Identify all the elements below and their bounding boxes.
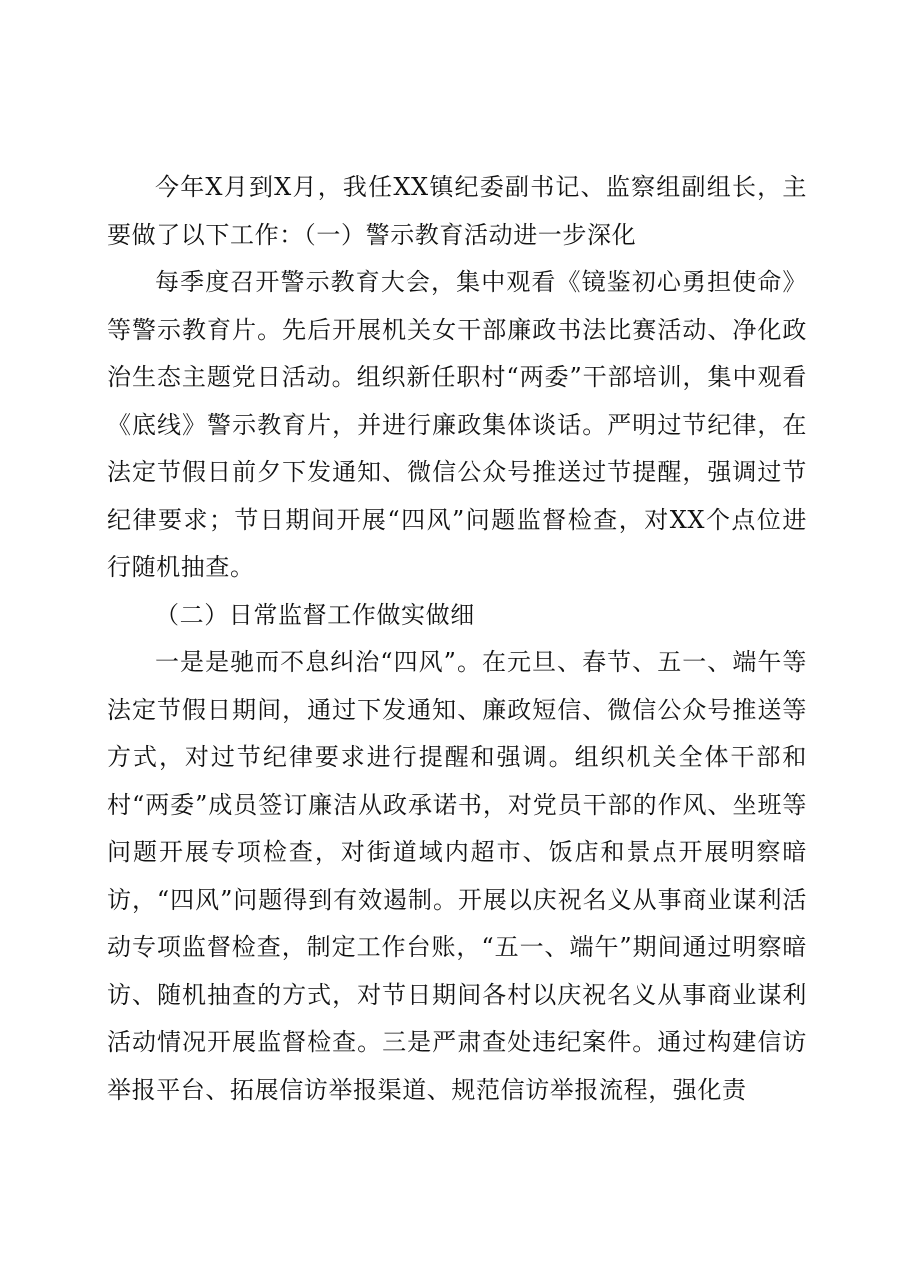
section-heading-daily-supervision: （二）日常监督工作做实做细 [155, 600, 475, 629]
intro-paragraph: 今年X月到X月，我任XX镇纪委副书记、监察组副组长，主要做了以下工作：（一）警示教育活动进一步深化 [107, 173, 807, 249]
document-page [107, 164, 807, 1114]
daily-supervision-paragraph: 一是是驰而不息纠治“四风”。在元旦、春节、五一、端午等法定节假日期间，通过下发通知、廉政短信、微信公众号推送等方式，对过节纪律要求进行提醒和强调。组织机关全体干部和村“两委”成员签订廉洁从政承诺书，对党员干部的作风、坐班等问题开展专项检查，对街道域内超市、饭店和景点开展明察暗访，“四风”问题得到有效遏制。开展以庆祝名义从事商业谋利活动专项监督检查，制定工作台账，“五一、端午”期间通过明察暗访、随机抽查的方式，对节日期间各村以庆祝名义从事商业谋利活动情况开展监督检查。三是严肃查处违纪案件。通过构建信访举报平台、拓展信访举报渠道、规范信访举报流程，强化责 [107, 648, 807, 1104]
warning-education-paragraph: 每季度召开警示教育大会，集中观看《镜鉴初心勇担使命》等警示教育片。先后开展机关女干部廉政书法比赛活动、净化政治生态主题党日活动。组织新任职村“两委”干部培训，集中观看《底线》警示教育片，并进行廉政集体谈话。严明过节纪律，在法定节假日前夕下发通知、微信公众号推送过节提醒，强调过节纪律要求；节日期间开展“四风”问题监督检查，对XX个点位进行随机抽查。 [107, 268, 807, 581]
